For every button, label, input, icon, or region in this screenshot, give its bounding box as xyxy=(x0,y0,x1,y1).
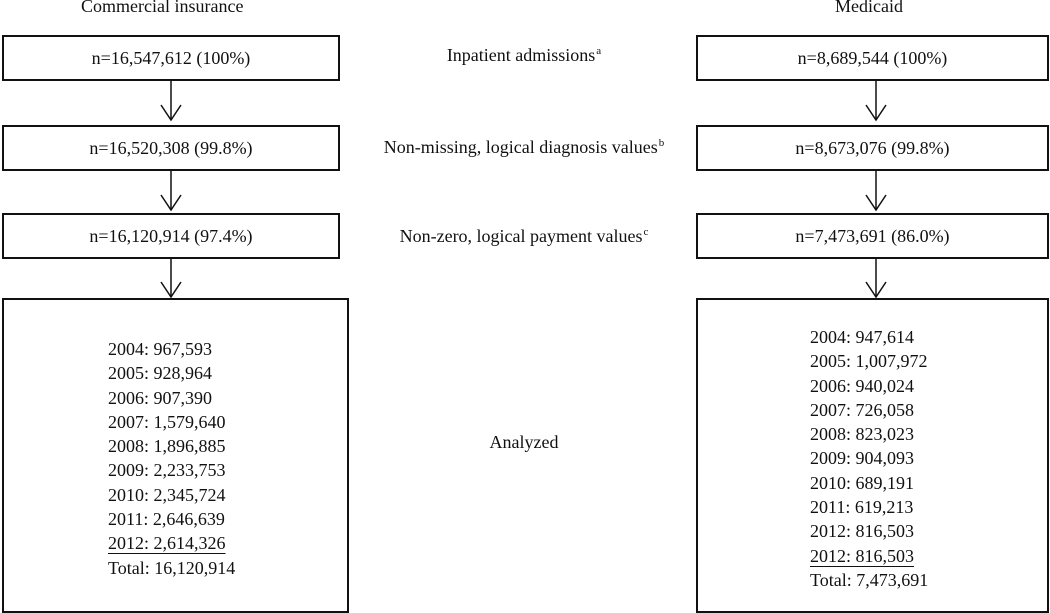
commercial-year-entry: 2012: 2,614,326 xyxy=(108,533,226,554)
step-label-diagnosis-text: Non-missing, logical diagnosis values xyxy=(383,137,658,157)
medicaid-flow-arrow-1 xyxy=(865,81,887,123)
commercial-year-entry: 2008: 1,896,885 xyxy=(108,436,226,457)
commercial-total: Total: 16,120,914 xyxy=(108,557,236,578)
medicaid-year-entry: 2008: 823,023 xyxy=(810,424,915,445)
commercial-flow-arrow-2 xyxy=(160,171,182,213)
footnote-a: a xyxy=(596,45,602,57)
medicaid-admissions-box xyxy=(696,35,1049,81)
medicaid-analyzed-box xyxy=(696,298,1049,613)
medicaid-year-entry: 2011: 619,213 xyxy=(810,497,914,518)
commercial-analyzed-box xyxy=(2,298,349,613)
commercial-insurance-header: Commercial insurance xyxy=(81,0,244,16)
commercial-payment-count: n=16,120,914 (97.4%) xyxy=(89,225,253,246)
step-label-admissions xyxy=(447,45,601,66)
commercial-year-entry: 2005: 928,964 xyxy=(108,363,213,384)
commercial-admissions-count: n=16,547,612 (100%) xyxy=(91,47,251,68)
medicaid-year-entry: 2012: 816,503 xyxy=(810,545,915,566)
commercial-year-entry: 2006: 907,390 xyxy=(108,387,213,408)
medicaid-year-list xyxy=(810,325,928,592)
medicaid-year-entry: 2006: 940,024 xyxy=(810,375,915,396)
medicaid-total: Total: 7,473,691 xyxy=(810,569,929,590)
commercial-year-entry: 2010: 2,345,724 xyxy=(108,484,226,505)
medicaid-diagnosis-box xyxy=(696,125,1049,171)
commercial-payment-box xyxy=(2,213,340,259)
commercial-year-entry: 2004: 967,593 xyxy=(108,339,213,359)
commercial-diagnosis-count: n=16,520,308 (99.8%) xyxy=(89,137,253,158)
medicaid-payment-box xyxy=(696,213,1049,259)
medicaid-payment-count: n=7,473,691 (86.0%) xyxy=(795,225,950,246)
commercial-diagnosis-box xyxy=(2,125,340,171)
commercial-flow-arrow-1 xyxy=(160,81,182,123)
medicaid-year-entry: 2009: 904,093 xyxy=(810,448,915,469)
footnote-b: b xyxy=(658,137,665,149)
medicaid-year-entry: 2012: 816,503 xyxy=(810,521,915,542)
commercial-flow-arrow-3 xyxy=(160,259,182,301)
medicaid-year-entry: 2005: 1,007,972 xyxy=(810,351,928,372)
medicaid-year-entry: 2007: 726,058 xyxy=(810,399,915,420)
medicaid-year-entry: 2010: 689,191 xyxy=(810,472,915,493)
commercial-year-entry: 2007: 1,579,640 xyxy=(108,411,226,432)
commercial-admissions-box xyxy=(2,35,340,81)
commercial-year-entry: 2011: 2,646,639 xyxy=(108,509,225,530)
medicaid-year-entry: 2004: 947,614 xyxy=(810,327,915,347)
medicaid-header: Medicaid xyxy=(835,0,903,16)
commercial-year-list xyxy=(108,337,235,580)
medicaid-flow-arrow-3 xyxy=(865,259,887,301)
step-label-admissions-text: Inpatient admissions xyxy=(446,45,596,65)
analyzed-label: Analyzed xyxy=(489,432,559,452)
medicaid-admissions-count: n=8,689,544 (100%) xyxy=(797,47,948,68)
medicaid-flow-arrow-2 xyxy=(865,171,887,213)
step-label-diagnosis xyxy=(384,137,664,158)
commercial-year-entry: 2009: 2,233,753 xyxy=(108,460,226,481)
step-label-payment-text: Non-zero, logical payment values xyxy=(399,226,643,246)
step-label-payment xyxy=(400,226,649,247)
footnote-c: c xyxy=(643,226,649,238)
medicaid-diagnosis-count: n=8,673,076 (99.8%) xyxy=(795,137,950,158)
